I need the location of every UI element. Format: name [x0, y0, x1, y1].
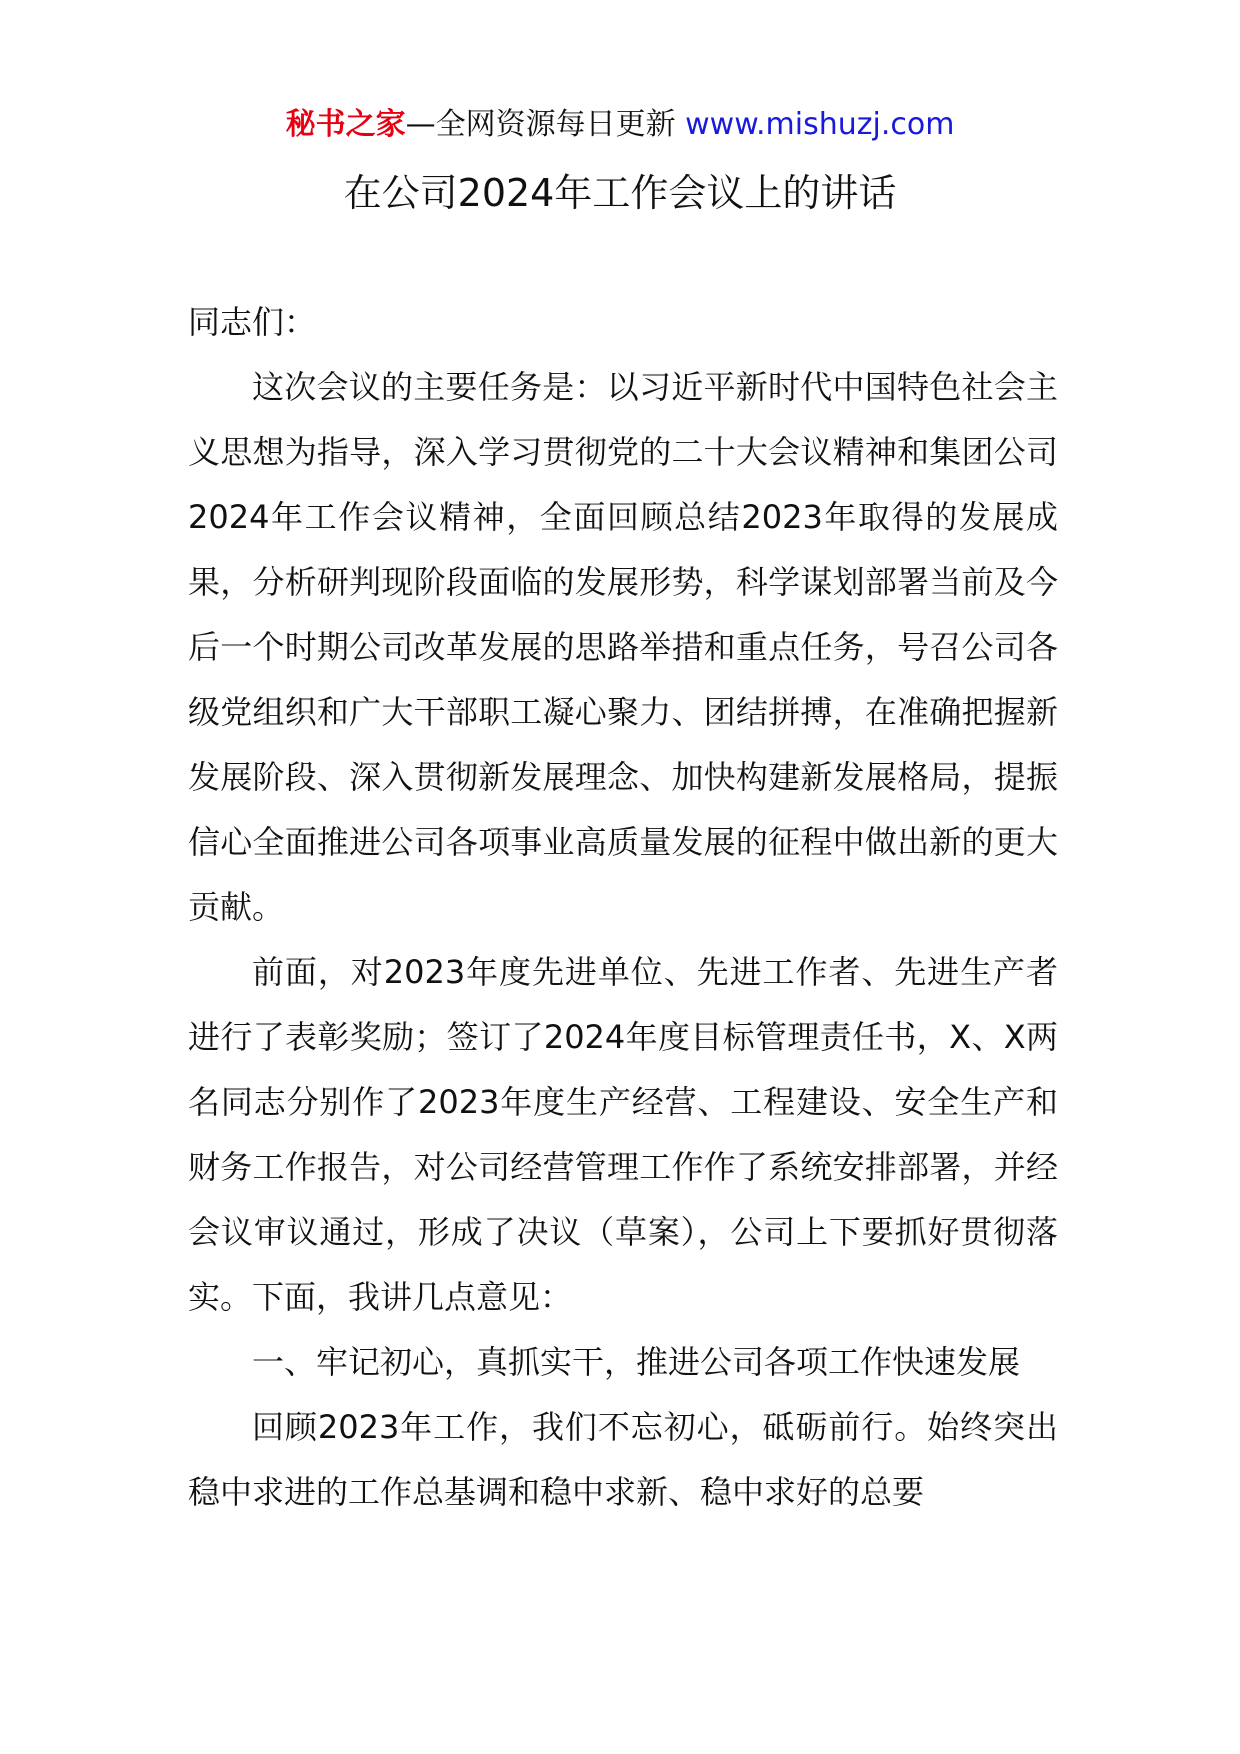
site-url-link[interactable]: www.mishuzj.com — [685, 107, 955, 142]
site-header — [0, 100, 1240, 150]
header-tagline: —全网资源每日更新 — [405, 107, 676, 142]
brand-name: 秘书之家 — [285, 107, 406, 142]
document-body — [188, 290, 1058, 1525]
paragraph-intro: 这次会议的主要任务是：以习近平新时代中国特色社会主义思想为指导，深入学习贯彻党的二十大会议精神和集团公司2024年工作会议精神，全面回顾总结2023年取得的发展成果，分析研判现阶段面临的发展形势，科学谋划部署当前及今后一个时期公司改革发展的思路举措和重点任务，号召公司各级党组织和广大干部职工凝心聚力、团结拼搏，在准确把握新发展阶段、深入贯彻新发展理念、加快构建新发展格局，提振信心全面推进公司各项事业高质量发展的征程中做出新的更大贡献。 — [188, 368, 1058, 926]
salutation: 同志们： — [188, 303, 317, 341]
paragraph-review: 回顾2023年工作，我们不忘初心，砥砺前行。始终突出稳中求进的工作总基调和稳中求新、稳中求好的总要 — [188, 1408, 1058, 1511]
section-heading-1: 一、牢记初心，真抓实干，推进公司各项工作快速发展 — [252, 1343, 1021, 1381]
paragraph-preface: 前面，对2023年度先进单位、先进工作者、先进生产者进行了表彰奖励；签订了2024年度目标管理责任书，X、X两名同志分别作了2023年度生产经营、工程建设、安全生产和财务工作报告，对公司经营管理工作作了系统安排部署，并经会议审议通过，形成了决议（草案），公司上下要抓好贯彻落实。下面，我讲几点意见： — [188, 953, 1058, 1316]
document-title: 在公司2024年工作会议上的讲话 — [343, 171, 897, 215]
